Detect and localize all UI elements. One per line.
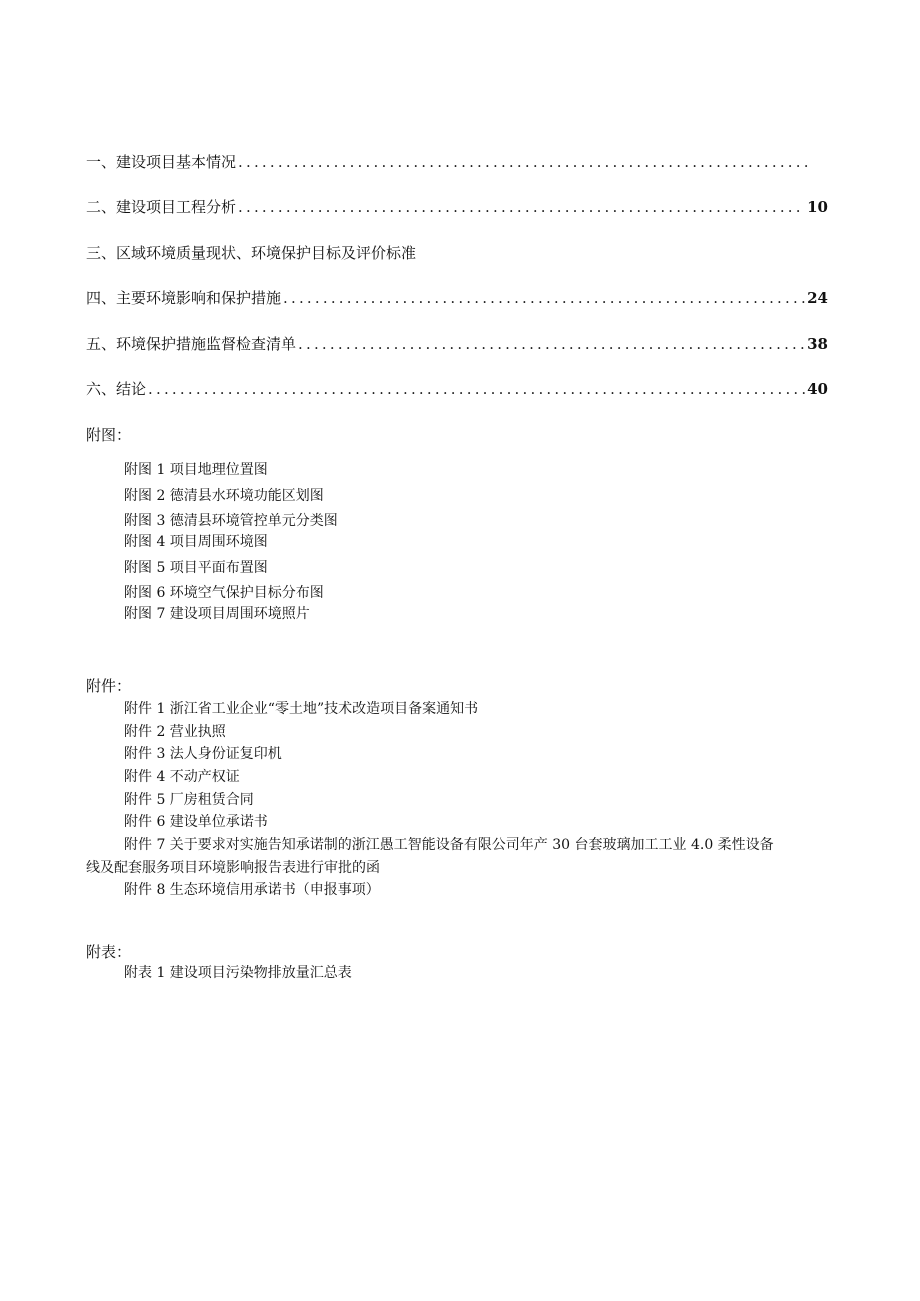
attachment-item-7-line1: 附件 7 关于要求对实施告知承诺制的浙江愚工智能设备有限公司年产 30 台套玻璃加工工业 4.0 柔性设备 [124, 837, 774, 854]
tables-heading: 附表： [86, 943, 132, 961]
toc-title: 四、主要环境影响和保护措施 [86, 289, 282, 307]
figure-item: 附图 7 建设项目周围环境照片 [124, 606, 310, 623]
toc-leader-dots [298, 334, 805, 354]
attachment-item: 附件 3 法人身份证复印机 [124, 746, 282, 763]
figure-item: 附图 3 德清县环境管控单元分类图 [124, 513, 338, 530]
tables-section [86, 942, 352, 985]
attachment-item-7-line2: 线及配套服务项目环境影响报告表进行审批的函 [86, 859, 380, 876]
attachments-section [86, 676, 844, 902]
toc-entry[interactable] [86, 172, 828, 218]
attachment-item: 附件 6 建设单位承诺书 [124, 814, 268, 831]
toc-entry[interactable] [86, 217, 828, 263]
toc-page-number: 10 [807, 198, 828, 216]
toc-title: 三、区域环境质量现状、环境保护目标及评价标准 [86, 243, 417, 262]
figure-item: 附图 4 项目周围环境图 [124, 534, 268, 551]
toc-entry[interactable] [86, 126, 828, 172]
toc-leader-dots [283, 288, 805, 308]
attachment-item: 附件 2 营业执照 [124, 723, 226, 740]
toc-title: 一、建设项目基本情况 [86, 152, 237, 171]
toc-page-number: 38 [807, 334, 828, 353]
attachment-item: 附件 1 浙江省工业企业“零土地”技术改造项目备案通知书 [124, 701, 479, 717]
table-item: 附表 1 建设项目污染物排放量汇总表 [124, 965, 352, 981]
figure-item: 附图 2 德清县水环境功能区划图 [124, 487, 324, 504]
attachment-item: 附件 4 不动产权证 [124, 769, 240, 786]
toc-page-number: 40 [807, 380, 828, 398]
toc-entry[interactable] [86, 354, 828, 400]
attachment-item-7 [86, 834, 844, 879]
attachment-item: 附件 5 厂房租赁合同 [124, 791, 254, 808]
figure-item: 附图 5 项目平面布置图 [124, 559, 268, 576]
toc-title: 五、环境保护措施监督检查清单 [86, 334, 297, 353]
figures-heading: 附图： [86, 426, 132, 444]
toc-entry[interactable] [86, 308, 828, 354]
toc-leader-dots [238, 197, 805, 217]
figure-item: 附图 6 环境空气保护目标分布图 [124, 585, 324, 602]
figures-section [86, 425, 338, 626]
toc-leader-dots [148, 379, 805, 399]
figure-item: 附图 1 项目地理位置图 [124, 462, 268, 478]
table-of-contents [86, 126, 828, 399]
toc-title: 六、结论 [86, 380, 147, 398]
attachment-item: 附件 8 生态环境信用承诺书（申报事项） [124, 882, 380, 899]
toc-entry[interactable] [86, 263, 828, 309]
toc-title: 二、建设项目工程分析 [86, 198, 237, 216]
toc-leader-dots [238, 152, 808, 172]
toc-page-number: 24 [807, 289, 828, 307]
attachments-heading: 附件： [86, 677, 132, 695]
